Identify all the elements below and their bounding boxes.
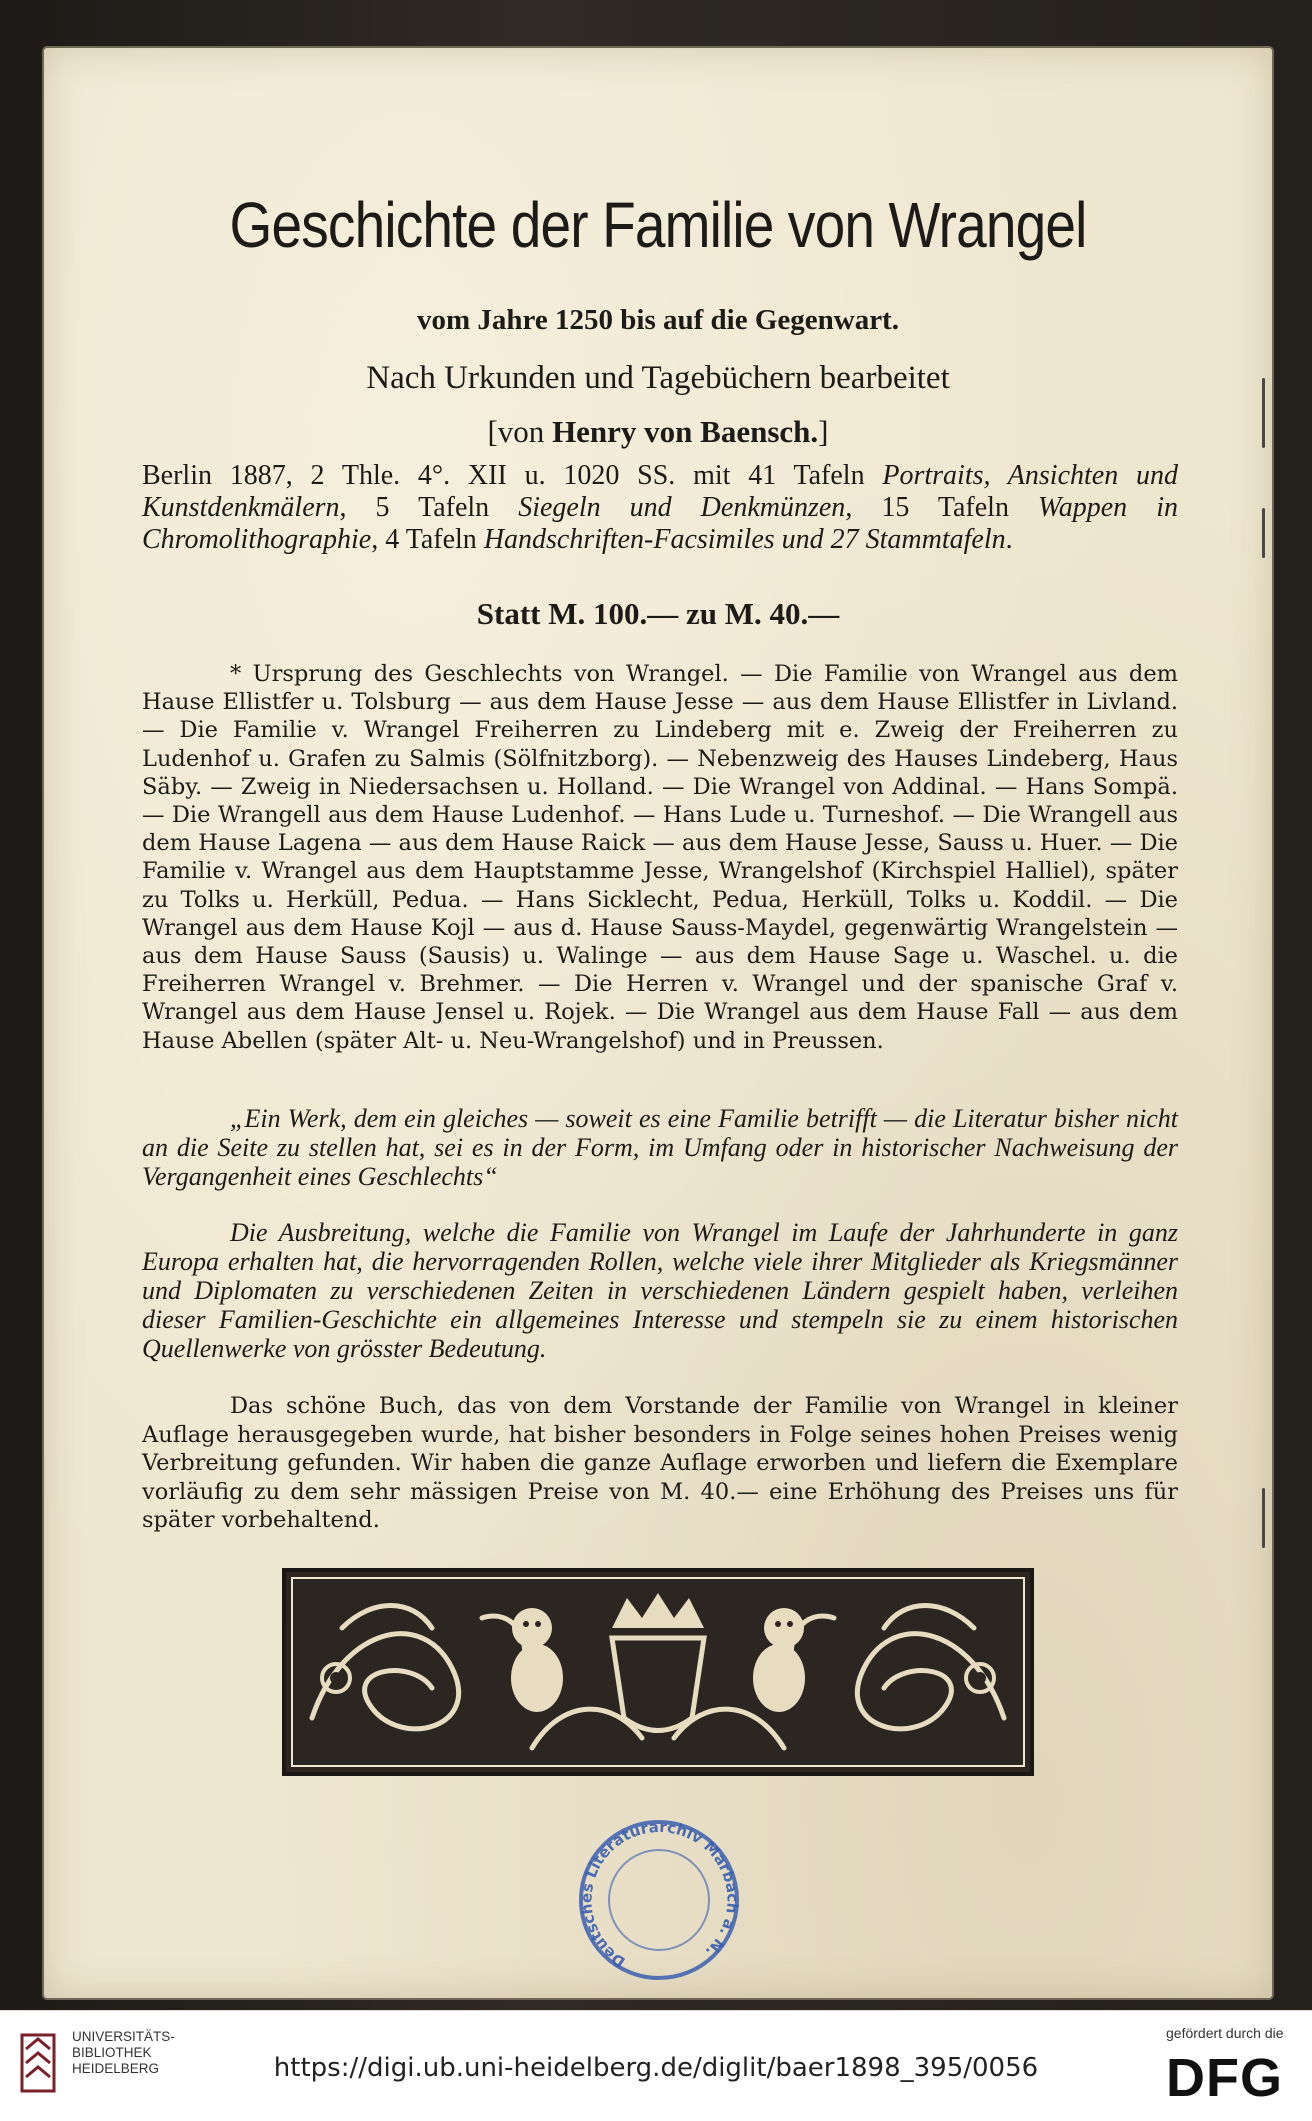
quote-paragraph: „Ein Werk, dem ein gleiches — soweit es eine Familie betrifft — die Literatur bisher nicht an die Seite zu stellen hat, sei es in der Form, im Umfang oder in historischer Nachweisung der Vergangenheit eines Geschlechts“ bbox=[142, 1104, 1178, 1191]
document-page bbox=[44, 48, 1272, 1998]
biblio-italic-2: Siegeln und Denkmünzen bbox=[518, 492, 846, 523]
author-close-bracket: ] bbox=[818, 414, 829, 449]
book-offer-paragraph: Das schöne Buch, das von dem Vorstande der Familie von Wrangel in kleiner Auflage herausgegeben wurde, hat bisher besonders in Folge seines hohen Preises wenig Verbreitung gefunden. Wir haben die ganze Auflage erworben und liefern die Exemplare vorläufig zu dem sehr mässigen Preise von M. 40.— eine Erhöhung des Preises uns für später vorbehaltend. bbox=[142, 1393, 1178, 1533]
page-url-link[interactable]: https://digi.ub.uni-heidelberg.de/diglit/baer1898_395/0056 bbox=[273, 2053, 1039, 2083]
price-line: Statt M. 100.— zu M. 40.— bbox=[476, 596, 840, 631]
biblio-text-3: , 15 Tafeln bbox=[845, 492, 1038, 523]
biblio-italic-3: Wappen in Chromolithographie bbox=[142, 492, 1178, 555]
viewer-footer bbox=[0, 2010, 1312, 2121]
margin-pencil-mark bbox=[1262, 1488, 1265, 1548]
decorative-woodcut-ornament bbox=[282, 1568, 1034, 1776]
biblio-text-5: . bbox=[1005, 524, 1013, 555]
biblio-text-2: , 5 Tafeln bbox=[339, 492, 519, 523]
page-subtitle: vom Jahre 1250 bis auf die Gegenwart. bbox=[417, 304, 899, 336]
funded-by-label: gefördert durch die bbox=[1166, 2025, 1284, 2041]
author-line bbox=[44, 414, 1272, 450]
page-subtitle-sources: Nach Urkunden und Tagebüchern bearbeitet bbox=[366, 360, 950, 396]
institution-line-2: BIBLIOTHEK bbox=[72, 2045, 152, 2060]
dfg-logo: DFG bbox=[1166, 2048, 1283, 2108]
biblio-text-1: Berlin 1887, 2 Thle. 4°. XII u. 1020 SS. mit 41 Tafeln bbox=[142, 460, 883, 491]
institution-line-3: HEIDELBERG bbox=[72, 2061, 160, 2076]
biblio-italic-1: Portraits, Ansichten und Kunstdenkmälern bbox=[142, 460, 1178, 523]
institution-line-1: UNIVERSITÄTS- bbox=[72, 2029, 175, 2044]
biblio-text-4: , 4 Tafeln bbox=[371, 524, 484, 555]
contents-paragraph: * Ursprung des Geschlechts von Wrangel. — Die Familie von Wrangel aus dem Hause Ellistfer u. Tolsburg — aus dem Hause Jesse — aus dem Hause Ellistfer in Livland. — Die Familie v. Wrangel Freiherren zu Lindeberg mit e. Zweig der Freiherren zu Ludenhof u. Grafen zu Salmis (Sölfnitzborg). — Nebenzweig des Hauses Lindeberg, Haus Säby. — Zweig in Niedersachsen u. Holland. — Die Wrangel von Addinal. — Hans Sompä. — Die Wrangell aus dem Hause Ludenhof. — Hans Lude u. Turneshof. — Die Wrangell aus dem Hause Lagena — aus dem Hause Raick — aus dem Hause Jesse, Sauss u. Huer. — Die Familie v. Wrangel aus dem Hauptstamme Jesse, Wrangelshof (Kirchspiel Halliel), später zu Tolks u. Herküll, Pedua. — Hans Sicklecht, Pedua, Herküll, Tolks u. Koddil. — Die Wrangel aus dem Hause Kojl — aus d. Hause Sauss-Maydel, gegenwärtig Wrangelstein — aus dem Hause Sauss (Sausis) u. Walinge — aus dem Hause Sage u. Waschel. u. die Freiherren Wrangel v. Brehmer. — Die Herren v. Wrangel und der spanische Graf v. Wrangel aus dem Hause Jensel u. Rojek. — Die Wrangel aus dem Hause Fall — aus dem Hause Abellen (später Alt- u. Neu-Wrangelshof) und in Preussen. bbox=[142, 661, 1178, 1054]
margin-pencil-mark bbox=[1262, 508, 1265, 558]
author-open-bracket: [von bbox=[487, 414, 553, 449]
stamp-text: Deutsches Literaturarchiv Marbach a. N. bbox=[577, 1817, 742, 1972]
page-title: Geschichte der Familie von Wrangel bbox=[229, 189, 1087, 261]
expansion-paragraph: Die Ausbreitung, welche die Familie von Wrangel im Laufe der Jahrhunderte in ganz Europa erhalten hat, die hervorragenden Rollen, welche viele ihrer Mitglieder als Kriegsmänner und Diplomaten zu verschiedenen Zeiten in verschiedenen Ländern gespielt haben, verleihen dieser Familien-Geschichte ein allgemeines Interesse und stempeln sie zu einem historischen Quellenwerke von grösster Bedeutung. bbox=[142, 1218, 1178, 1363]
bibliographic-details bbox=[142, 460, 1178, 556]
svg-text:Deutsches Literaturarchiv Marb bbox=[577, 1818, 741, 1971]
author-name: Henry von Baensch. bbox=[552, 414, 819, 449]
biblio-italic-4: Handschriften-Facsimiles und 27 Stammtafeln bbox=[483, 524, 1006, 555]
library-stamp bbox=[574, 1808, 744, 1988]
margin-pencil-mark bbox=[1262, 378, 1265, 448]
